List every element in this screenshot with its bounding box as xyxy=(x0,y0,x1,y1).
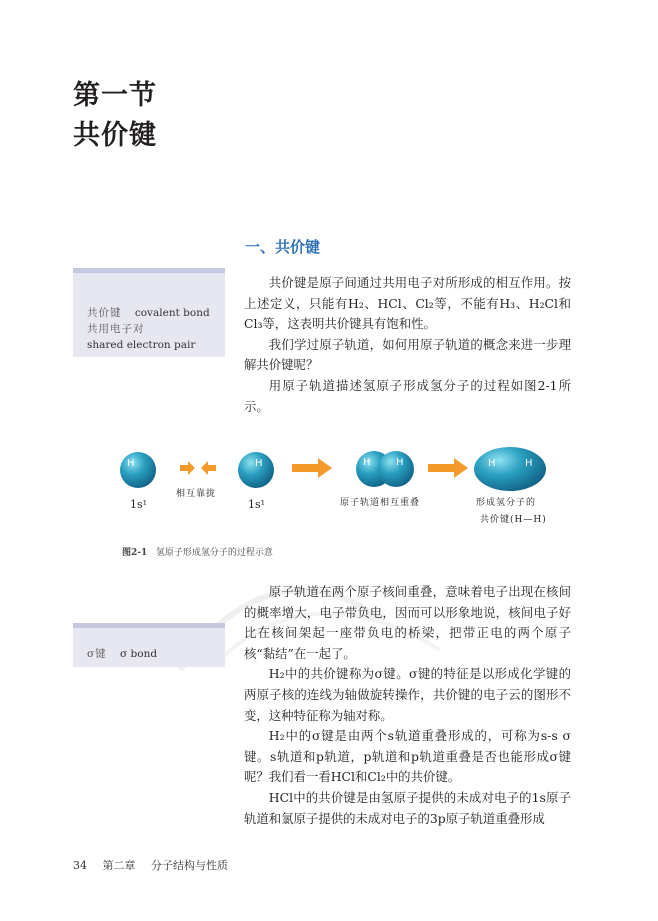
glossary-term-en: covalent bond xyxy=(134,307,210,319)
glossary-term-en: σ bond xyxy=(120,648,158,660)
approach-arrows-icon xyxy=(178,460,218,476)
figure-number: 图2-1 xyxy=(122,548,148,558)
glossary-box-covalent xyxy=(73,268,225,357)
footer-chapter: 第二章 xyxy=(102,859,136,872)
glossary-box-sigma xyxy=(73,623,225,667)
glossary-line-1 xyxy=(87,305,225,321)
paragraph: H₂中的共价键称为σ键。σ键的特征是以形成化学键的两原子核的连线为轴做旋转操作，共价键的电子云的图形不变，这种特征称为轴对称。 xyxy=(244,666,571,723)
section-heading: 一、共价键 xyxy=(245,238,321,256)
step-bond-label-2: 共价键(H—H) xyxy=(480,515,547,525)
page-footer xyxy=(73,857,240,873)
hydrogen-molecule-icon xyxy=(474,447,546,491)
paragraph: HCl中的共价键是由氢原子提供的未成对电子的1s原子轨道和氯原子提供的未成对电子的3p原子轨道重叠形成 xyxy=(244,789,571,826)
paragraph: 共价键是原子间通过共用电子对所形成的相互作用。按上述定义，只能有H₂、HCl、Cl₂等，不能有H₃、H₂Cl和Cl₃等，这表明共价键具有饱和性。 xyxy=(244,275,571,332)
atom-label: H xyxy=(255,458,263,469)
step-approach-label: 相互靠拢 xyxy=(176,489,217,499)
orbital-label: 1s¹ xyxy=(248,498,266,511)
glossary-term-zh: σ键 xyxy=(87,648,107,660)
arrow-right-icon xyxy=(428,458,470,478)
chapter-heading xyxy=(73,76,157,156)
atom-label: H xyxy=(127,458,135,469)
orbital-label: 1s¹ xyxy=(130,498,148,511)
paragraph: H₂中的σ键是由两个s轨道重叠形成的，可称为s-s σ键。s轨道和p轨道，p轨道和p轨道重叠是否也能形成σ键呢？我们看一看HCl和Cl₂中的共价键。 xyxy=(244,728,571,785)
atom-label: H xyxy=(488,458,496,469)
hydrogen-atom-icon xyxy=(238,452,274,488)
footer-chapter-title: 分子结构与性质 xyxy=(151,859,228,872)
atom-label: H xyxy=(363,457,371,468)
paragraph: 用原子轨道描述氢原子形成氢分子的过程如图2-1所示。 xyxy=(244,377,571,414)
figure-caption-text: 氢原子形成氢分子的过程示意 xyxy=(155,548,273,558)
paragraph: 我们学过原子轨道，如何用原子轨道的概念来进一步理解共价键呢？ xyxy=(244,336,571,373)
body-text-sigma xyxy=(244,582,571,829)
atom-label: H xyxy=(525,458,533,469)
page-title: 共价键 xyxy=(73,120,157,151)
figure-h2-formation xyxy=(110,446,580,534)
hydrogen-atom-icon xyxy=(120,452,156,488)
section-number: 第一节 xyxy=(73,80,157,111)
step-bond-label-1: 形成氢分子的 xyxy=(476,498,537,508)
paragraph: 原子轨道在两个原子核间重叠，意味着电子出现在核间的概率增大，电子带负电，因而可以形象地说，核间电子好比在核间架起一座带负电的桥梁，把带正电的两个原子核“黏结”在一起了。 xyxy=(244,584,571,661)
glossary-term-en: shared electron pair xyxy=(87,339,196,351)
atom-label: H xyxy=(396,457,404,468)
step-overlap-label: 原子轨道相互重叠 xyxy=(340,498,421,508)
glossary-term-zh: 共用电子对 xyxy=(87,323,145,335)
arrow-right-icon xyxy=(292,458,334,478)
hydrogen-atom-icon xyxy=(378,451,414,487)
glossary-term-zh: 共价键 xyxy=(87,307,122,319)
figure-caption xyxy=(122,545,273,558)
body-text-intro xyxy=(244,273,571,417)
page-number: 34 xyxy=(73,859,87,872)
